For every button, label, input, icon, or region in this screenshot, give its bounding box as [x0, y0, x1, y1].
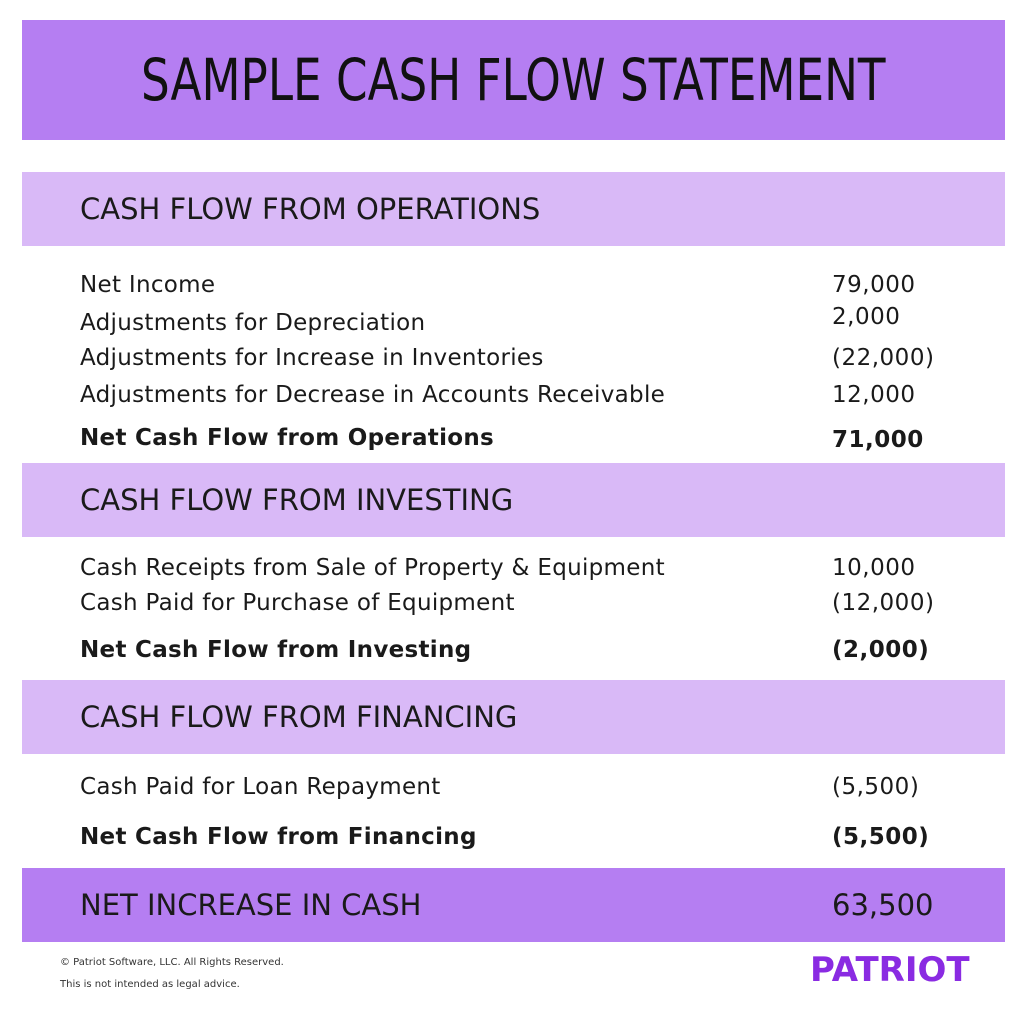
line-item	[80, 345, 980, 379]
line-item	[80, 774, 980, 808]
total-value: (2,000)	[832, 637, 930, 663]
line-item-label: Net Income	[80, 272, 216, 298]
total-value: (5,500)	[832, 824, 930, 850]
line-item-label: Adjustments for Decrease in Accounts Receivable	[80, 382, 666, 408]
patriot-logo: PATRIOT	[810, 950, 970, 990]
section-title-financing: CASH FLOW FROM FINANCING	[80, 700, 518, 734]
section-header-financing	[22, 680, 1005, 754]
total-row-financing	[80, 824, 980, 858]
line-item-value: 2,000	[832, 304, 901, 330]
line-item	[80, 272, 980, 306]
copyright-text: © Patriot Software, LLC. All Rights Reserved.	[60, 957, 284, 968]
title-banner	[22, 20, 1005, 140]
section-header-investing	[22, 463, 1005, 537]
section-title-operations: CASH FLOW FROM OPERATIONS	[80, 192, 541, 226]
total-value: 71,000	[832, 427, 924, 453]
line-item-value: (22,000)	[832, 345, 935, 371]
line-item-label: Adjustments for Depreciation	[80, 310, 426, 336]
line-item-value: 12,000	[832, 382, 916, 408]
section-title-investing: CASH FLOW FROM INVESTING	[80, 483, 514, 517]
net-increase-value: 63,500	[832, 888, 934, 922]
line-item	[80, 382, 980, 416]
total-label: Net Cash Flow from Financing	[80, 824, 477, 850]
section-header-operations	[22, 172, 1005, 246]
line-item-value: (12,000)	[832, 590, 935, 616]
line-item-value: 10,000	[832, 555, 916, 581]
line-item-label: Adjustments for Increase in Inventories	[80, 345, 544, 371]
line-item	[80, 590, 980, 624]
total-row-investing	[80, 637, 980, 671]
total-label: Net Cash Flow from Operations	[80, 425, 495, 451]
line-item-label: Cash Paid for Loan Repayment	[80, 774, 441, 800]
net-increase-banner	[22, 868, 1005, 942]
total-label: Net Cash Flow from Investing	[80, 637, 472, 663]
disclaimer-text: This is not intended as legal advice.	[60, 979, 240, 990]
line-item	[80, 304, 980, 344]
page-title: SAMPLE CASH FLOW STATEMENT	[141, 46, 886, 114]
line-item-value: 79,000	[832, 272, 916, 298]
line-item	[80, 555, 980, 589]
total-row-operations	[80, 425, 980, 459]
line-item-label: Cash Receipts from Sale of Property & Equipment	[80, 555, 665, 581]
line-item-label: Cash Paid for Purchase of Equipment	[80, 590, 515, 616]
line-item-value: (5,500)	[832, 774, 920, 800]
net-increase-label: NET INCREASE IN CASH	[80, 888, 422, 922]
